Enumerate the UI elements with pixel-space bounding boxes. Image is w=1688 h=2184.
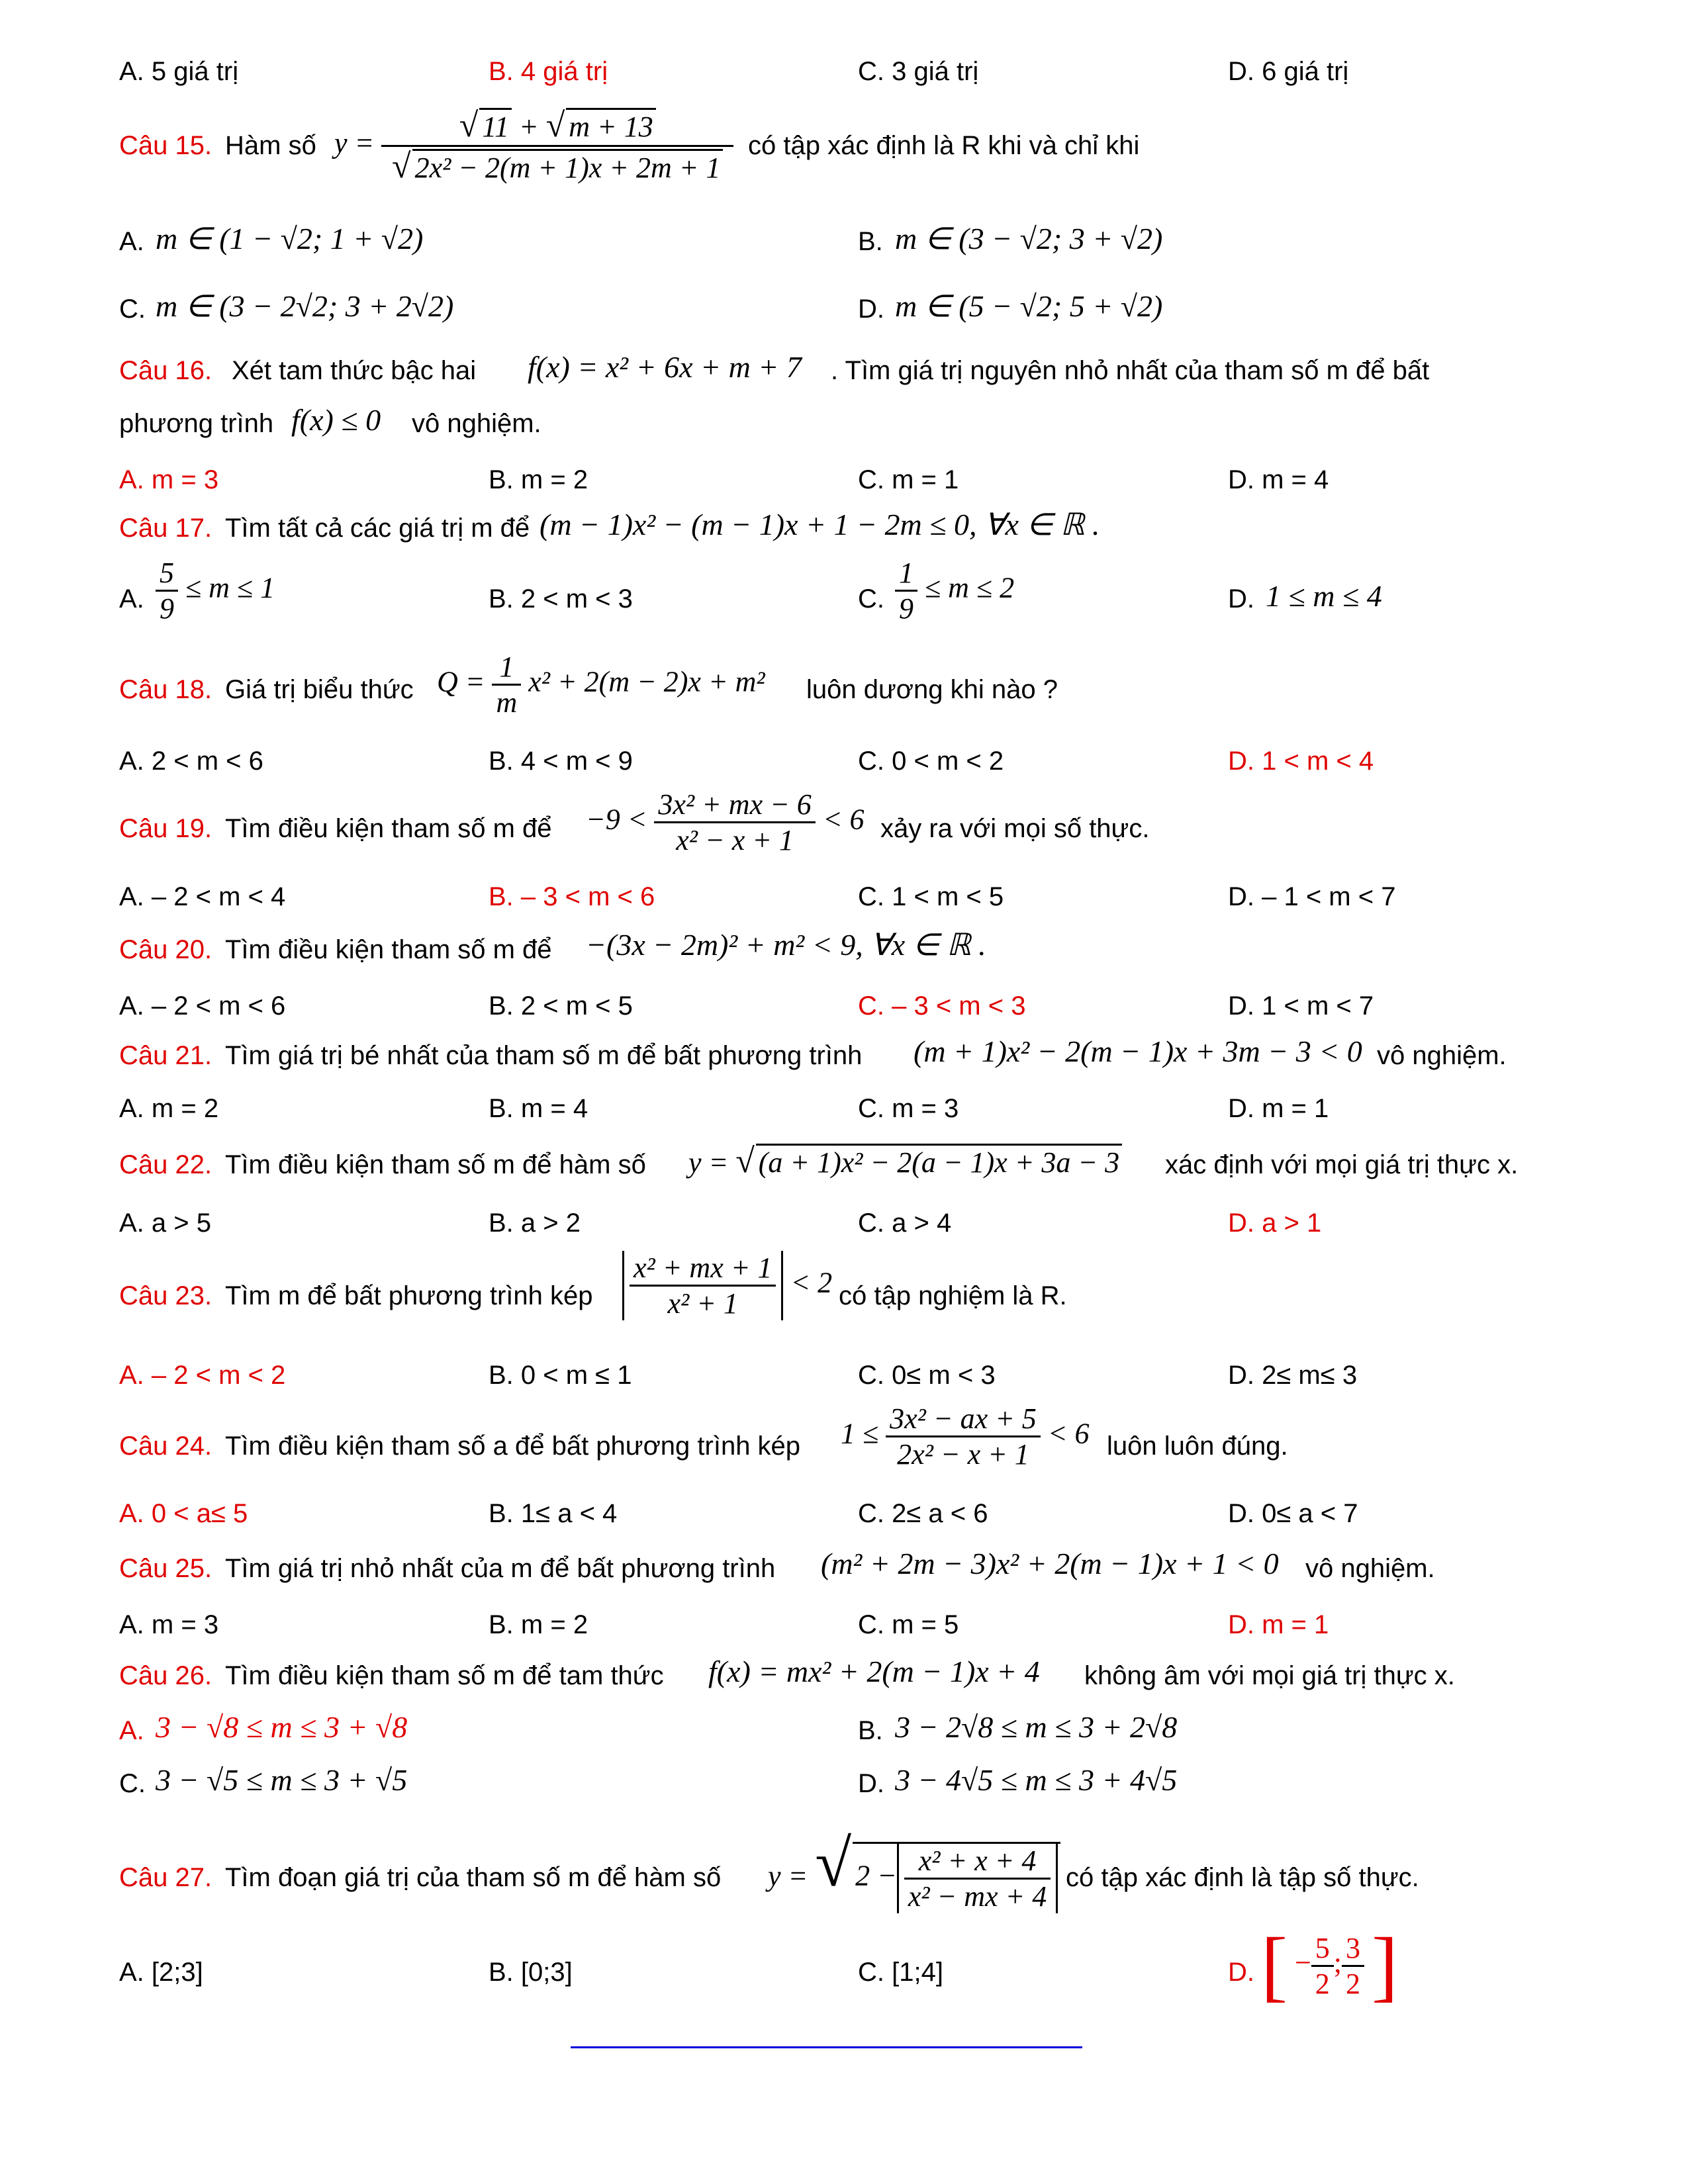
formula-2: f(x) ≤ 0 [291,403,381,437]
option-a: A. – 2 < m < 4 [119,882,286,911]
option-a: A. a > 5 [119,1208,211,1238]
question-text: Tìm giá trị bé nhất của tham số m để bất phương trình [225,1041,863,1070]
option-b-label: B. [858,227,883,256]
answer-row [0,1095,1688,1142]
formula: y = $\frac{√ 11 + √ m + 13}{\text{√ 2x² − 2(m + 1)x + 2m + 1}}$ [334,106,733,186]
option-a: $\frac{5}{9}$ ≤ m ≤ 1 [156,556,275,625]
option-b: B. [0;3] [489,1958,573,1987]
question-text: Tìm điều kiện tham số m để [225,935,552,964]
option-b-label: B. [858,1716,883,1745]
question-text: Tìm điều kiện tham số m để tam thức [225,1661,664,1690]
formula: −(3x − 2m)² + m² < 9, ∀x ∈ ℝ . [586,928,986,962]
question-label: Câu 15. [119,131,212,160]
option-c: C. m = 1 [858,465,959,494]
formula: (m + 1)x² − 2(m − 1)x + 3m − 3 < 0 [914,1034,1362,1068]
question-label: Câu 26. [119,1661,212,1690]
option-c: C. 1 < m < 5 [858,882,1004,911]
question-text-suffix: vô nghiệm. [1377,1041,1507,1070]
option-c: C. – 3 < m < 3 [858,991,1026,1021]
answer-row [0,467,1688,513]
option-d-label: D. [1228,584,1254,614]
option-d: D. 2≤ m≤ 3 [1228,1361,1358,1390]
option-d: D. 0≤ a < 7 [1228,1499,1358,1528]
question-label: Câu 17. [119,514,212,543]
question-text: Tìm tất cả các giá trị m để [225,514,530,543]
option-a: A. – 2 < m < 2 [119,1361,286,1390]
question-text-suffix: không âm với mọi giá trị thực x. [1084,1661,1455,1690]
answer-c: C. 3 giá trị [858,57,979,86]
question-text-suffix: xác định với mọi giá trị thực x. [1165,1150,1519,1179]
question-text: Giá trị biểu thức [225,675,414,704]
question-text-2: . Tìm giá trị nguyên nhỏ nhất của tham số m để bất [831,356,1430,385]
option-d-label: D. [858,295,884,324]
question-label: Câu 21. [119,1041,212,1070]
option-c: C. 2≤ a < 6 [858,1499,988,1528]
question-text: Hàm số [225,131,316,160]
option-b: B. 4 < m < 9 [489,747,633,776]
question-text: Tìm m để bất phương trình kép [225,1281,593,1310]
option-c-label: C. [119,295,146,324]
formula: y = √ (a + 1)x² − 2(a − 1)x + 3a − 3 [688,1142,1122,1181]
question-label: Câu 22. [119,1150,212,1179]
question-text: Tìm giá trị nhỏ nhất của m để bất phương trình [225,1554,776,1583]
formula: −9 < $\frac{\text{3x² + mx − 6}}{\text{x² − x + 1}}$ < 6 [586,788,865,856]
question-text-suffix: xảy ra với mọi số thực. [880,814,1150,843]
answer-row [0,1612,1688,1658]
option-b: B. m = 4 [489,1094,588,1123]
question-label: Câu 23. [119,1281,212,1310]
option-b: 3 − 2√8 ≤ m ≤ 3 + 2√8 [895,1710,1178,1744]
question-text-suffix: có tập xác định là tập số thực. [1066,1863,1419,1892]
option-d: D. m = 4 [1228,465,1329,494]
option-c-label: C. [858,584,884,614]
option-a: A. [2;3] [119,1958,203,1987]
option-b: B. 1≤ a < 4 [489,1499,618,1528]
option-a: A. – 2 < m < 6 [119,991,286,1021]
option-d: 1 ≤ m ≤ 4 [1266,579,1382,613]
question-label: Câu 18. [119,675,212,704]
option-b: m ∈ (3 − √2; 3 + √2) [895,222,1163,255]
option-d: m ∈ (5 − √2; 5 + √2) [895,289,1163,323]
formula: y = √ 2 − $\frac{\text{x² + x + 4}}{\text{x² − mx + 4}}$ [768,1825,1060,1913]
answer-row [0,884,1688,930]
answer-row-top [0,58,1688,105]
question-text-suffix: luôn dương khi nào ? [806,675,1058,704]
formula: 1 ≤ $\frac{\text{3x² − ax + 5}}{\text{2x² − x + 1}}$ < 6 [841,1402,1090,1471]
question-text-3: phương trình [119,409,274,438]
option-a: 3 − √8 ≤ m ≤ 3 + √8 [156,1710,408,1744]
formula: (m² + 2m − 3)x² + 2(m − 1)x + 1 < 0 [821,1547,1279,1580]
formula: (m − 1)x² − (m − 1)x + 1 − 2m ≤ 0, ∀x ∈ ℝ . [539,508,1100,541]
option-c: C. m = 3 [858,1094,959,1123]
option-d-label: D. [858,1769,884,1798]
answer-row [0,993,1688,1039]
formula: f(x) = mx² + 2(m − 1)x + 4 [708,1655,1040,1688]
option-a: A. m = 2 [119,1094,219,1123]
option-c-label: C. [119,1769,146,1798]
option-d: D. 1 < m < 4 [1228,747,1374,776]
option-b: B. m = 2 [489,1610,588,1639]
option-b: B. 0 < m ≤ 1 [489,1361,632,1390]
question-label: Câu 16. [119,356,212,385]
option-a: A. 2 < m < 6 [119,747,263,776]
question-label: Câu 19. [119,814,212,843]
question-label: Câu 24. [119,1432,212,1461]
answer-row [0,1210,1688,1256]
question-text-suffix: có tập xác định là R khi và chỉ khi [748,131,1140,160]
option-d: D. m = 1 [1228,1610,1329,1639]
option-d-label: D. [1228,1958,1254,1987]
option-a: A. 0 < a≤ 5 [119,1499,248,1528]
option-d: D. a > 1 [1228,1208,1322,1238]
formula: $\frac{\text{x² + mx + 1}}{\text{x² + 1}}$ < 2 [622,1251,832,1320]
question-text-4: vô nghiệm. [412,409,541,438]
option-a-label: A. [119,584,144,614]
question-text: Xét tam thức bậc hai [232,356,477,385]
question-label: Câu 20. [119,935,212,964]
option-a: m ∈ (1 − √2; 1 + √2) [156,222,424,255]
option-b: B. 2 < m < 5 [489,991,633,1021]
option-d: D. 1 < m < 7 [1228,991,1374,1021]
question-text-suffix: vô nghiệm. [1305,1554,1435,1583]
question-label: Câu 27. [119,1863,212,1892]
answer-a: A. 5 giá trị [119,57,239,86]
option-a: A. m = 3 [119,465,219,494]
option-a-label: A. [119,227,144,256]
formula: f(x) = x² + 6x + m + 7 [528,350,802,384]
option-d: 3 − 4√5 ≤ m ≤ 3 + 4√5 [895,1763,1178,1797]
option-c: C. m = 5 [858,1610,959,1639]
option-c: C. 0≤ m < 3 [858,1361,996,1390]
option-c: C. [1;4] [858,1958,943,1987]
option-a-label: A. [119,1716,144,1745]
answer-d: D. 6 giá trị [1228,57,1349,86]
question-text-suffix: luôn luôn đúng. [1107,1432,1288,1461]
option-b: B. – 3 < m < 6 [489,882,655,911]
option-b: B. a > 2 [489,1208,581,1238]
option-d: D. m = 1 [1228,1094,1329,1123]
formula: Q = $\frac{1}{m}$ x² + 2(m − 2)x + m² [437,651,765,719]
question-text: Tìm đoạn giá trị của tham số m để hàm số [225,1863,722,1892]
question-text-suffix: có tập nghiệm là R. [839,1281,1067,1310]
question-text: Tìm điều kiện tham số a để bất phương trình kép [225,1432,801,1461]
answer-row [0,1500,1688,1547]
bottom-separator-line [571,2046,1082,2048]
question-text: Tìm điều kiện tham số m để hàm số [225,1150,646,1179]
option-c: C. 0 < m < 2 [858,747,1004,776]
option-b: B. m = 2 [489,465,588,494]
option-b: B. 2 < m < 3 [489,584,633,614]
option-c: $\frac{1}{9}$ ≤ m ≤ 2 [895,556,1014,625]
option-d: D. – 1 < m < 7 [1228,882,1396,911]
question-text: Tìm điều kiện tham số m để [225,814,552,843]
option-c: m ∈ (3 − 2√2; 3 + 2√2) [156,289,454,323]
option-c: C. a > 4 [858,1208,952,1238]
option-a: A. m = 3 [119,1610,219,1639]
question-label: Câu 25. [119,1554,212,1583]
option-c: 3 − √5 ≤ m ≤ 3 + √5 [156,1763,408,1797]
option-d: [ − $\frac{5}{2}$ ; $\frac{3}{2}$ ] [1261,1921,1398,2009]
answer-row [0,1959,1688,2005]
answer-b: B. 4 giá trị [489,57,608,86]
